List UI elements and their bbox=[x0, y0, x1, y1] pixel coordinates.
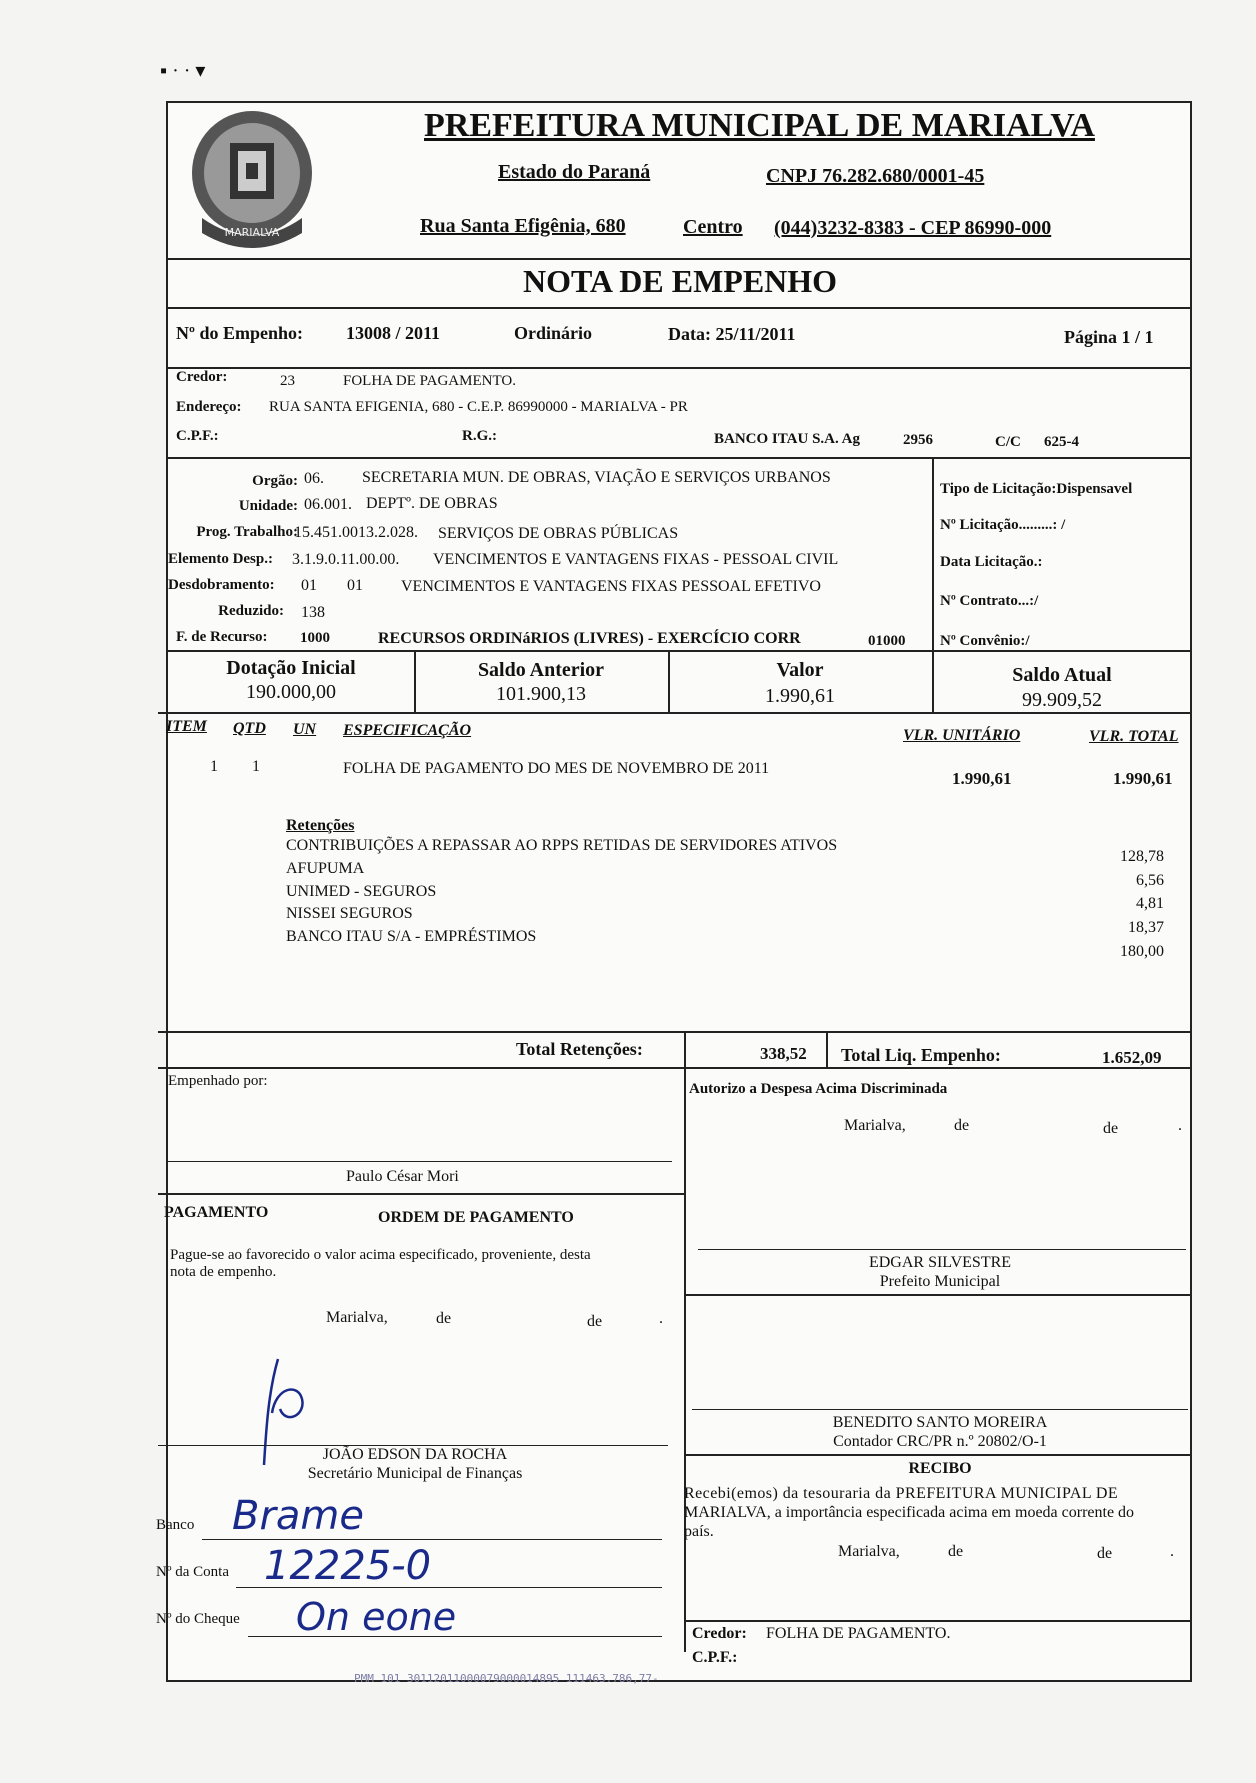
tipo-licitacao: Tipo de Licitação:Dispensavel bbox=[940, 481, 1133, 497]
recibo-de-2: de bbox=[1097, 1545, 1113, 1562]
desdobramento-code-1: 01 bbox=[301, 577, 317, 594]
autorizo-de-2: de bbox=[1103, 1120, 1119, 1137]
retencoes-title: Retenções bbox=[286, 817, 355, 834]
empenho-type: Ordinário bbox=[514, 323, 593, 343]
numero-contrato: Nº Contrato...:/ bbox=[940, 593, 1039, 609]
bank-agency: 2956 bbox=[903, 432, 933, 448]
pagamento-dot: . bbox=[659, 1310, 663, 1327]
desdobramento-name: VENCIMENTOS E VANTAGENS FIXAS PESSOAL EFETIVO bbox=[401, 578, 821, 595]
orgao-code: 06. bbox=[304, 470, 324, 487]
recibo-city: Marialva, bbox=[838, 1543, 900, 1560]
unidade-code: 06.001. bbox=[304, 496, 352, 513]
dotacao-value: 190.000,00 bbox=[246, 681, 336, 703]
saldo-anterior-value: 101.900,13 bbox=[496, 683, 586, 705]
empenho-number: 13008 / 2011 bbox=[346, 323, 441, 343]
page-number: Página 1 / 1 bbox=[1064, 327, 1154, 347]
cc-label: C/C bbox=[995, 434, 1021, 450]
retencao-desc: CONTRIBUIÇÕES A REPASSAR AO RPPS RETIDAS DE SERVIDORES ATIVOS bbox=[286, 837, 838, 854]
retencao-value: 6,56 bbox=[1136, 872, 1164, 889]
footer-code: PMM 101 30112011000079000014895 111463.786,77- bbox=[354, 1672, 659, 1685]
empenho-date: Data: 25/11/2011 bbox=[668, 324, 796, 344]
pagamento-text-2: nota de empenho. bbox=[170, 1264, 277, 1280]
empenhado-por-name: Paulo César Mori bbox=[346, 1168, 459, 1185]
col-un: UN bbox=[293, 721, 317, 738]
desdobramento-label: Desdobramento: bbox=[168, 577, 275, 593]
contador-name: BENEDITO SANTO MOREIRA bbox=[832, 1414, 1048, 1431]
desdobramento-code-2: 01 bbox=[347, 577, 363, 594]
svg-text:MARIALVA: MARIALVA bbox=[224, 226, 280, 239]
banco-label: Banco bbox=[156, 1517, 195, 1533]
autorizo-dot: . bbox=[1178, 1117, 1182, 1134]
numero-convenio: Nº Convênio:/ bbox=[940, 633, 1030, 649]
empenho-number-label: Nº do Empenho: bbox=[176, 323, 303, 343]
col-item: ITEM bbox=[166, 718, 207, 735]
recibo-credor-name: FOLHA DE PAGAMENTO. bbox=[766, 1625, 951, 1642]
retencao-desc: AFUPUMA bbox=[286, 860, 365, 877]
elemento-label: Elemento Desp.: bbox=[168, 551, 273, 567]
saldo-anterior-label: Saldo Anterior bbox=[477, 659, 605, 681]
prog-code: 15.451.0013.2.028. bbox=[294, 524, 418, 541]
data-licitacao: Data Licitação.: bbox=[940, 554, 1043, 570]
total-liquido-label: Total Liq. Empenho: bbox=[841, 1045, 1001, 1065]
retencao-desc: NISSEI SEGUROS bbox=[286, 905, 413, 922]
item-spec: FOLHA DE PAGAMENTO DO MES DE NOVEMBRO DE 2011 bbox=[343, 760, 770, 777]
recibo-dot: . bbox=[1170, 1543, 1174, 1560]
reduzido-label: Reduzido: bbox=[218, 603, 284, 619]
retencao-desc: BANCO ITAU S/A - EMPRÉSTIMOS bbox=[286, 928, 537, 945]
address: Rua Santa Efigênia, 680 bbox=[420, 215, 626, 237]
cc-number: 625-4 bbox=[1044, 434, 1079, 450]
retencao-desc: UNIMED - SEGUROS bbox=[286, 883, 437, 900]
autorizo-city: Marialva, bbox=[844, 1117, 906, 1134]
retencao-value: 18,37 bbox=[1128, 919, 1164, 936]
item-unit-value: 1.990,61 bbox=[952, 769, 1012, 788]
conta-label: Nº da Conta bbox=[156, 1564, 229, 1580]
col-spec: ESPECIFICAÇÃO bbox=[343, 722, 472, 739]
pagamento-de-1: de bbox=[436, 1310, 452, 1327]
retencao-value: 4,81 bbox=[1136, 895, 1164, 912]
cpf-label: C.P.F.: bbox=[176, 428, 219, 444]
cheque-label: Nº do Cheque bbox=[156, 1611, 240, 1627]
rg-label: R.G.: bbox=[462, 428, 497, 444]
credor-name: FOLHA DE PAGAMENTO. bbox=[343, 373, 516, 389]
dotacao-label: Dotação Inicial bbox=[226, 657, 356, 679]
saldo-atual-label: Saldo Atual bbox=[1012, 664, 1112, 686]
pagamento-label: PAGAMENTO bbox=[164, 1204, 269, 1221]
prefeito-role: Prefeito Municipal bbox=[879, 1273, 1001, 1290]
contador-role: Contador CRC/PR n.º 20802/O-1 bbox=[833, 1433, 1047, 1450]
reduzido-value: 138 bbox=[301, 604, 325, 621]
recibo-text-2: MARIALVA, a importância especificada acima em moeda corrente do bbox=[684, 1504, 1135, 1521]
secretario-role: Secretário Municipal de Finanças bbox=[307, 1465, 523, 1482]
elemento-code: 3.1.9.0.11.00.00. bbox=[292, 551, 400, 568]
cnpj: CNPJ 76.282.680/0001-45 bbox=[766, 165, 985, 187]
recurso-code: 1000 bbox=[300, 630, 330, 646]
recibo-cpf-label: C.P.F.: bbox=[692, 1649, 738, 1666]
pagamento-city: Marialva, bbox=[326, 1309, 388, 1326]
recurso-code-2: 01000 bbox=[868, 633, 906, 649]
cheque-handwritten-value: On eone bbox=[296, 1595, 457, 1639]
total-liquido-value: 1.652,09 bbox=[1102, 1048, 1162, 1067]
recurso-label: F. de Recurso: bbox=[176, 629, 268, 645]
pagamento-de-2: de bbox=[587, 1313, 603, 1330]
item-qtd: 1 bbox=[252, 758, 260, 775]
endereco-label: Endereço: bbox=[176, 399, 242, 415]
municipal-seal-icon bbox=[182, 103, 322, 259]
orgao-label: Orgão: bbox=[252, 473, 298, 489]
orgao-name: SECRETARIA MUN. DE OBRAS, VIAÇÃO E SERVIÇOS URBANOS bbox=[362, 469, 831, 486]
ordem-pagamento-title: ORDEM DE PAGAMENTO bbox=[378, 1209, 574, 1226]
numero-licitacao: Nº Licitação.........: / bbox=[940, 517, 1066, 533]
empenhado-por-label: Empenhado por: bbox=[168, 1073, 268, 1089]
credor-code: 23 bbox=[280, 373, 295, 389]
elemento-name: VENCIMENTOS E VANTAGENS FIXAS - PESSOAL CIVIL bbox=[433, 551, 839, 568]
nota-de-empenho-form bbox=[156, 101, 1192, 1682]
district: Centro bbox=[683, 216, 743, 238]
autorizo-de-1: de bbox=[954, 1117, 970, 1134]
document-title: NOTA DE EMPENHO bbox=[522, 263, 838, 299]
item-total-value: 1.990,61 bbox=[1113, 769, 1173, 788]
col-unit-value: VLR. UNITÁRIO bbox=[903, 727, 1021, 744]
phone-cep: (044)3232-8383 - CEP 86990-000 bbox=[774, 217, 1052, 239]
recurso-name: RECURSOS ORDINáRIOS (LIVRES) - EXERCÍCIO CORR bbox=[378, 630, 801, 647]
pagamento-text-1: Pague-se ao favorecido o valor acima especificado, proveniente, desta bbox=[170, 1247, 591, 1263]
col-total-value: VLR. TOTAL bbox=[1089, 728, 1179, 745]
retencao-value: 128,78 bbox=[1120, 848, 1164, 865]
saldo-atual-value: 99.909,52 bbox=[1022, 689, 1102, 711]
recibo-text-3: país. bbox=[684, 1523, 714, 1540]
corner-mark: ▪ · · ▾ bbox=[160, 60, 206, 82]
recibo-credor-label: Credor: bbox=[692, 1625, 747, 1642]
retencao-value: 180,00 bbox=[1120, 943, 1164, 960]
col-qtd: QTD bbox=[233, 720, 266, 737]
prog-name: SERVIÇOS DE OBRAS PÚBLICAS bbox=[438, 525, 679, 542]
autorizo-label: Autorizo a Despesa Acima Discriminada bbox=[689, 1081, 948, 1097]
secretario-name: JOÃO EDSON DA ROCHA bbox=[322, 1446, 508, 1463]
unidade-label: Unidade: bbox=[238, 498, 298, 514]
valor-value: 1.990,61 bbox=[765, 685, 835, 707]
conta-handwritten-value: 12225-0 bbox=[264, 1543, 432, 1589]
recibo-text-1: Recebi(emos) da tesouraria da PREFEITURA MUNICIPAL DE bbox=[684, 1485, 1119, 1502]
unidade-name: DEPTº. DE OBRAS bbox=[366, 495, 498, 512]
credor-label: Credor: bbox=[176, 369, 228, 385]
total-retencoes-value: 338,52 bbox=[760, 1044, 807, 1063]
bank-name: BANCO ITAU S.A. Ag bbox=[714, 431, 860, 447]
prog-label: Prog. Trabalho: bbox=[196, 524, 298, 540]
state-name: Estado do Paraná bbox=[498, 161, 651, 183]
item-number: 1 bbox=[210, 758, 218, 775]
recibo-de-1: de bbox=[948, 1543, 964, 1560]
valor-label: Valor bbox=[776, 659, 824, 681]
prefeitura-title: PREFEITURA MUNICIPAL DE MARIALVA bbox=[424, 107, 1095, 144]
prefeito-name: EDGAR SILVESTRE bbox=[868, 1254, 1012, 1271]
recibo-title: RECIBO bbox=[908, 1460, 972, 1477]
banco-handwritten-value: Brame bbox=[232, 1493, 364, 1539]
credor-address: RUA SANTA EFIGENIA, 680 - C.E.P. 86990000 - MARIALVA - PR bbox=[269, 399, 688, 415]
total-retencoes-label: Total Retenções: bbox=[516, 1039, 643, 1059]
